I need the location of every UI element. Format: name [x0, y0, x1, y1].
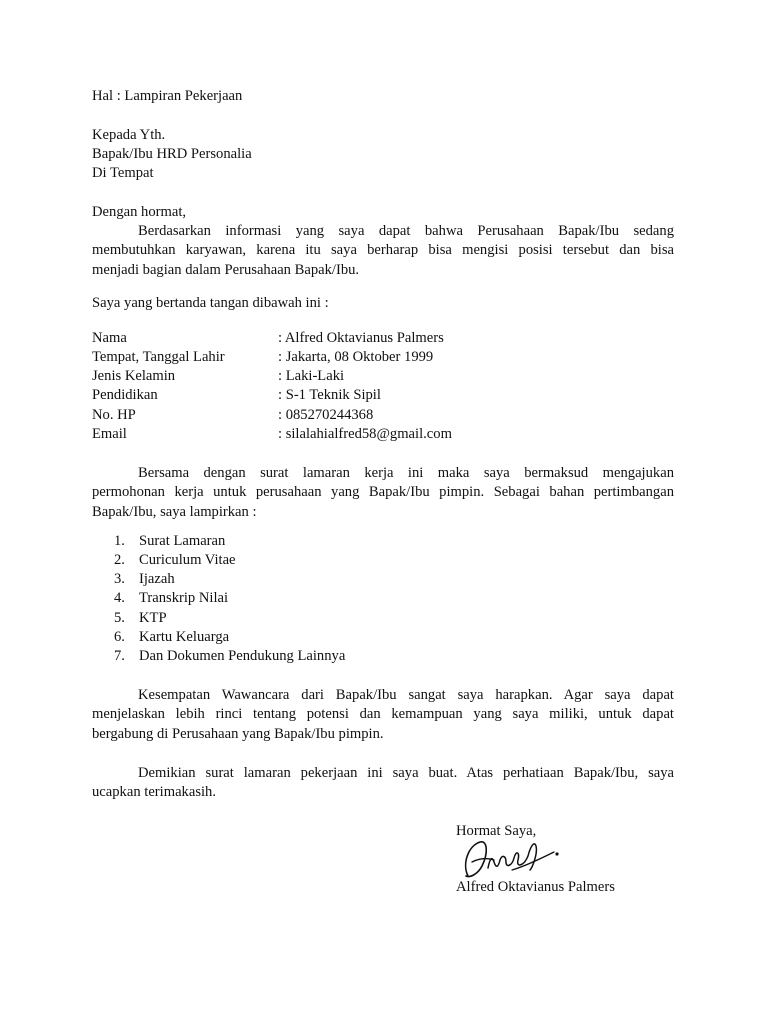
closing-line-2: ucapkan terimakasih.: [92, 784, 216, 801]
interview-line-2: menjelaskan lebih rinci tentang potensi dan kemampuan yang saya miliki, untuk dapat: [92, 706, 674, 723]
detail-label-birth: Tempat, Tanggal Lahir: [92, 349, 225, 365]
recipient-line-3: Di Tempat: [92, 165, 154, 181]
closing-paragraph: [92, 764, 674, 803]
interview-line-3: bergabung di Perusahaan yang Bapak/Ibu pimpin.: [92, 725, 384, 742]
detail-value-birth: : Jakarta, 08 Oktober 1999: [278, 349, 434, 365]
list-item-number: 7.: [114, 648, 125, 664]
signed-below-line: Saya yang bertanda tangan dibawah ini :: [92, 295, 329, 311]
list-item-number: 4.: [114, 590, 125, 606]
detail-value-phone: : 085270244368: [278, 407, 374, 423]
list-item: KTP: [139, 610, 167, 626]
intro-line-1: Berdasarkan informasi yang saya dapat bahwa Perusahaan Bapak/Ibu sedang: [138, 223, 674, 239]
list-item-number: 5.: [114, 610, 125, 626]
detail-label-education: Pendidikan: [92, 387, 158, 403]
list-item-number: 2.: [114, 552, 125, 568]
interview-paragraph: [92, 686, 674, 744]
application-line-3: Bapak/Ibu, saya lampirkan :: [92, 503, 257, 520]
interview-line-1: Kesempatan Wawancara dari Bapak/Ibu sangat saya harapkan. Agar saya dapat: [138, 687, 674, 703]
detail-value-name: : Alfred Oktavianus Palmers: [278, 330, 444, 346]
intro-paragraph: [92, 222, 674, 280]
greeting: Dengan hormat,: [92, 204, 187, 220]
detail-value-gender: : Laki-Laki: [278, 368, 345, 384]
detail-value-education: : S-1 Teknik Sipil: [278, 387, 381, 403]
list-item-number: 3.: [114, 571, 125, 587]
intro-line-3: menjadi bagian dalam Perusahaan Bapak/Ibu.: [92, 261, 360, 278]
closing-line-1: Demikian surat lamaran pekerjaan ini saya buat. Atas perhatiaan Bapak/Ibu, saya: [138, 765, 674, 781]
detail-label-phone: No. HP: [92, 407, 136, 423]
recipient-line-1: Kepada Yth.: [92, 127, 166, 143]
list-item: Curiculum Vitae: [139, 552, 236, 568]
application-paragraph: [92, 464, 674, 522]
handwritten-signature-icon: [458, 832, 568, 884]
intro-line-2: membutuhkan karyawan, karena itu saya berharap bisa mengisi posisi tersebut dan bisa: [92, 242, 674, 259]
detail-value-email: : silalahialfred58@gmail.com: [278, 426, 452, 442]
list-item: Dan Dokumen Pendukung Lainnya: [139, 648, 346, 664]
list-item: Ijazah: [139, 571, 175, 587]
list-item: Transkrip Nilai: [139, 590, 229, 606]
detail-label-name: Nama: [92, 330, 127, 346]
application-line-2: permohonan kerja untuk perusahaan yang Bapak/Ibu pimpin. Sebagai bahan pertimbangan: [92, 484, 674, 501]
detail-label-gender: Jenis Kelamin: [92, 368, 176, 384]
list-item: Kartu Keluarga: [139, 629, 230, 645]
detail-label-email: Email: [92, 426, 127, 442]
list-item-number: 1.: [114, 533, 125, 549]
subject-line: Hal : Lampiran Pekerjaan: [92, 88, 243, 104]
list-item-number: 6.: [114, 629, 125, 645]
regards-text: Hormat Saya,: [456, 823, 537, 839]
signatory-name: Alfred Oktavianus Palmers: [456, 879, 615, 895]
recipient-line-2: Bapak/Ibu HRD Personalia: [92, 146, 252, 162]
list-item: Surat Lamaran: [139, 533, 226, 549]
application-line-1: Bersama dengan surat lamaran kerja ini maka saya bermaksud mengajukan: [138, 465, 674, 481]
